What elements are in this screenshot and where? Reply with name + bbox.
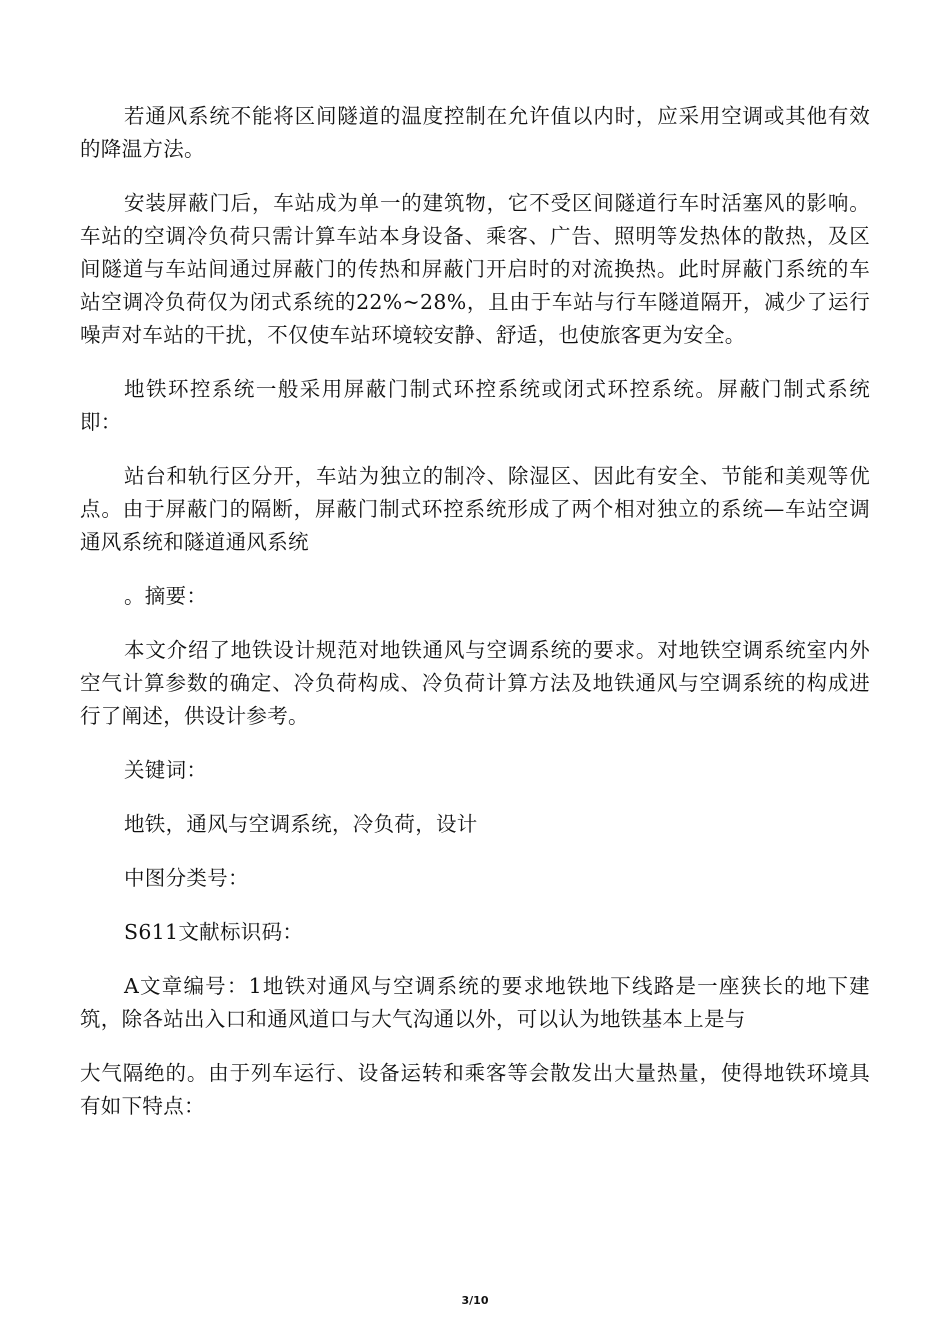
paragraph-keywords: 地铁，通风与空调系统，冷负荷，设计: [124, 812, 478, 836]
paragraph-abstract-heading: 。摘要：: [124, 584, 208, 608]
paragraph-abstract-text: 本文介绍了地铁设计规范对地铁通风与空调系统的要求。对地铁空调系统室内外空气计算参数的确定、冷负荷构成、冷负荷计算方法及地铁通风与空调系统的构成进行了阐述，供设计参考。: [80, 638, 870, 728]
paragraph-platform-screen-door: 安装屏蔽门后，车站成为单一的建筑物，它不受区间隧道行车时活塞风的影响。车站的空调冷负荷只需计算车站本身设备、乘客、广告、照明等发热体的散热，及区间隧道与车站间通过屏蔽门的传热和屏蔽门开启时的对流换热。此时屏蔽门系统的车站空调冷负荷仅为闭式系统的22%~28%，且由于车站与行车隧道隔开，减少了运行噪声对车站的干扰，不仅使车站环境较安静、舒适，也使旅客更为安全。: [80, 191, 870, 347]
paragraph-environment-control-system: 地铁环控系统一般采用屏蔽门制式环控系统或闭式环控系统。屏蔽门制式系统即：: [80, 377, 870, 434]
paragraph-classification-heading: 中图分类号：: [124, 866, 249, 890]
paragraph-platform-separation: 站台和轨行区分开，车站为独立的制冷、除湿区、因此有安全、节能和美观等优点。由于屏蔽门的隔断，屏蔽门制式环控系统形成了两个相对独立的系统—车站空调通风系统和隧道通风系统: [80, 464, 870, 554]
paragraph-article-number: A文章编号：1地铁对通风与空调系统的要求地铁地下线路是一座狭长的地下建筑，除各站出入口和通风道口与大气沟通以外，可以认为地铁基本上是与: [80, 974, 870, 1031]
paragraph-document-code: S611文献标识码：: [124, 920, 304, 944]
page-number: 3/10: [461, 1294, 489, 1307]
paragraph-subway-features: 大气隔绝的。由于列车运行、设备运转和乘客等会散发出大量热量，使得地铁环境具有如下特点：: [80, 1061, 870, 1118]
document-body: [80, 100, 870, 1123]
paragraph-keywords-heading: 关键词：: [124, 758, 208, 782]
paragraph-tunnel-cooling: 若通风系统不能将区间隧道的温度控制在允许值以内时，应采用空调或其他有效的降温方法。: [80, 104, 870, 161]
